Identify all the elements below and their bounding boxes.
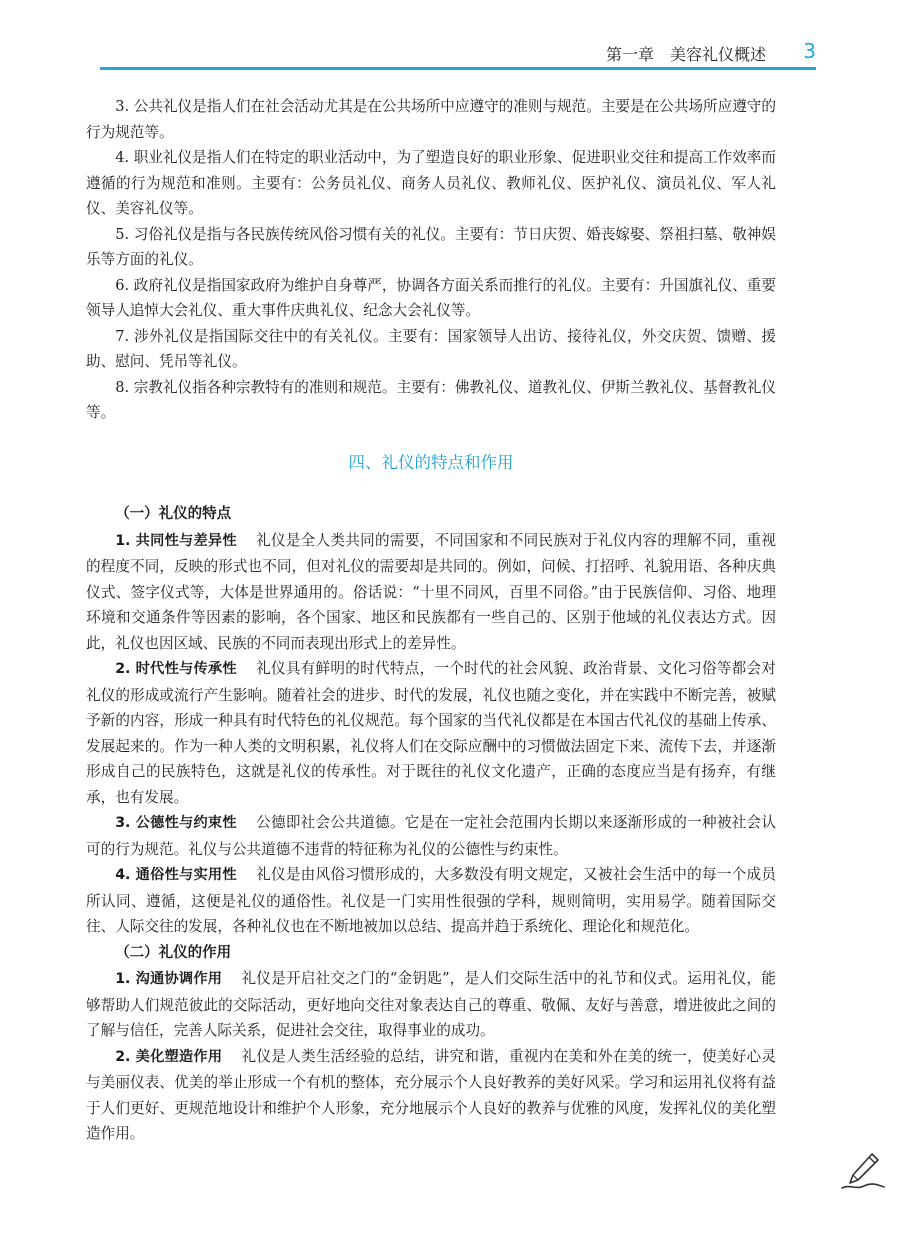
function-item — [86, 966, 776, 1044]
item-term: 3. 公德性与约束性 — [115, 815, 237, 831]
subsection-title: （二）礼仪的作用 — [115, 944, 232, 961]
paragraph-custom-etiquette: 5. 习俗礼仪是指与各民族传统风俗习惯有关的礼仪。主要有：节日庆贺、婚丧嫁娶、祭祖扫墓、敬神娱乐等方面的礼仪。 — [86, 225, 776, 268]
chapter-title: 第一章 美容礼仪概述 — [605, 45, 766, 64]
item-text: 公德即社会公共道德。它是在一定社会范围内长期以来逐渐形成的一种被社会认可的行为规范。礼仪与公共道德不违背的特征称为礼仪的公德性与约束性。 — [86, 814, 776, 858]
paragraph-government-etiquette: 6. 政府礼仪是指国家政府为维护自身尊严，协调各方面关系而推行的礼仪。主要有：升国旗礼仪、重要领导人追悼大会礼仪、重大事件庆典礼仪、纪念大会礼仪等。 — [86, 276, 776, 319]
item-term: 1. 沟通协调作用 — [115, 971, 223, 987]
subsection-heading-features — [86, 501, 776, 528]
item-text: 礼仪具有鲜明的时代特点，一个时代的社会风貌、政治背景、文化习俗等都会对礼仪的形成或流行产生影响。随着社会的进步、时代的发展，礼仪也随之变化，并在实践中不断完善，被赋予新的内容，形成一种具有时代特色的礼仪规范。每个国家的当代礼仪都是在本国古代礼仪的基础上传承、发展起来的。作为一种人类的文明积累，礼仪将人们在交际应酬中的习惯做法固定下来、流传下去，并逐渐形成自己的民族特色，这就是礼仪的传承性。对于既往的礼仪文化遗产，正确的态度应当是有扬弃，有继承，也有发展。 — [86, 660, 776, 806]
paragraph-professional-etiquette: 4. 职业礼仪是指人们在特定的职业活动中，为了塑造良好的职业形象、促进职业交往和提高工作效率而遵循的行为规范和准则。主要有：公务员礼仪、商务人员礼仪、教师礼仪、医护礼仪、演员礼仪、军人礼仪、美容礼仪等。 — [86, 149, 776, 217]
item-text: 礼仪是由风俗习惯形成的，大多数没有明文规定，又被社会生活中的每一个成员所认同、遵循，这便是礼仪的通俗性。礼仪是一门实用性很强的学科，规则简明，实用易学。随着国际交往、人际交往的发展，各种礼仪也在不断地被加以总结、提高并趋于系统化、理论化和规范化。 — [86, 866, 776, 935]
item-term: 1. 共同性与差异性 — [115, 532, 237, 549]
subsection-title: （一）礼仪的特点 — [115, 506, 232, 522]
item-term: 2. 美化塑造作用 — [115, 1048, 223, 1065]
paragraph-foreign-etiquette: 7. 涉外礼仪是指国际交往中的有关礼仪。主要有：国家领导人出访、接待礼仪，外交庆贺、馈赠、援助、慰问、凭吊等礼仪。 — [86, 327, 776, 370]
paragraph-religious-etiquette: 8. 宗教礼仪指各种宗教特有的准则和规范。主要有：佛教礼仪、道教礼仪、伊斯兰教礼仪、基督教礼仪等。 — [86, 378, 776, 421]
subsection-heading-functions — [86, 940, 776, 967]
running-header — [100, 36, 816, 70]
item-text: 礼仪是人类生活经验的总结，讲究和谐，重视内在美和外在美的统一，使美好心灵与美丽仪表、优美的举止形成一个有机的整体，充分展示个人良好教养的美好风采。学习和运用礼仪将有益于人们更好、更规范地设计和维护个人形象，充分地展示个人良好的教养与优雅的风度，发挥礼仪的美化塑造作用。 — [86, 1047, 776, 1142]
item-text: 礼仪是开启社交之门的“金钥匙”，是人们交际生活中的礼节和仪式。运用礼仪，能够帮助人们规范彼此的交际活动，更好地向交往对象表达自己的尊重、敬佩、友好与善意，增进彼此之间的了解与信任，完善人际关系，促进社会交往，取得事业的成功。 — [86, 970, 776, 1039]
feature-item — [86, 862, 776, 940]
feature-item — [86, 810, 776, 862]
item-term: 4. 通俗性与实用性 — [115, 867, 237, 883]
paragraph-public-etiquette: 3. 公共礼仪是指人们在社会活动尤其是在公共场所中应遵守的准则与规范。主要是在公共场所应遵守的行为规范等。 — [86, 98, 776, 141]
pen-writing-icon — [838, 1150, 886, 1192]
page-body — [86, 94, 776, 1147]
page-number: 3 — [803, 39, 816, 63]
item-text: 礼仪是全人类共同的需要，不同国家和不同民族对于礼仪内容的理解不同，重视的程度不同，反映的形式也不同，但对礼仪的需要却是共同的。例如，问候、打招呼、礼貌用语、各种庆典仪式、签字仪式等，大体是世界通用的。俗话说：“十里不同风，百里不同俗。”由于民族信仰、习俗、地理环境和交通条件等因素的影响，各个国家、地区和民族都有一些自己的、区别于他域的礼仪表达方式。因此，礼仪也因区域、民族的不同而表现出形式上的差异性。 — [86, 531, 776, 652]
feature-item — [86, 528, 776, 657]
feature-item — [86, 656, 776, 810]
item-term: 2. 时代性与传承性 — [115, 661, 237, 677]
section-heading: 四、礼仪的特点和作用 — [348, 452, 514, 472]
function-item — [86, 1044, 776, 1147]
